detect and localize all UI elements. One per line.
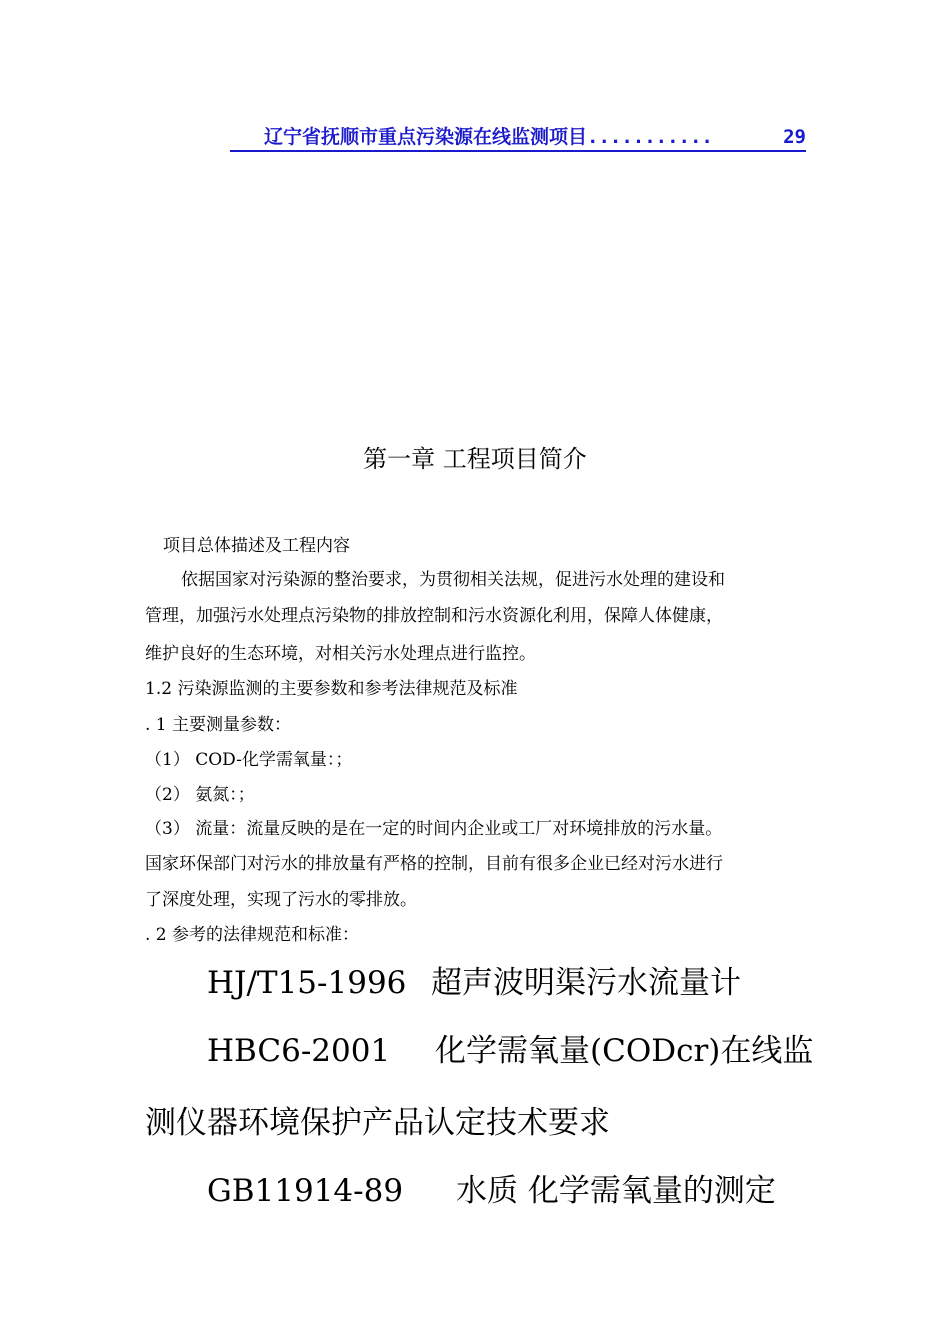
intro-paragraph-line-3: 维护良好的生态环境，对相关污水处理点进行监控。 bbox=[145, 644, 536, 664]
standard-item-continuation bbox=[145, 1102, 610, 1144]
toc-entry-title: 辽宁省抚顺市重点污染源在线监测项目........... bbox=[264, 126, 713, 148]
chapter-title: 第一章 工程项目简介 bbox=[363, 445, 587, 473]
intro-paragraph-line-2: 管理，加强污水处理点污染物的排放控制和污水资源化利用，保障人体健康， bbox=[145, 606, 723, 626]
standard-item bbox=[207, 1030, 813, 1072]
toc-link[interactable] bbox=[230, 124, 806, 152]
standard-code: HJ/T15-1996 bbox=[207, 965, 407, 1001]
flow-description-line-2: 了深度处理，实现了污水的零排放。 bbox=[145, 890, 417, 910]
flow-description-line-1: 国家环保部门对污水的排放量有严格的控制，目前有很多企业已经对污水进行 bbox=[145, 854, 723, 874]
standard-item bbox=[207, 962, 741, 1004]
intro-paragraph-line-1: 依据国家对污染源的整治要求，为贯彻相关法规，促进污水处理的建设和 bbox=[181, 570, 725, 590]
standard-title: 化学需氧量(CODcr)在线监 bbox=[435, 1033, 814, 1069]
standard-item bbox=[207, 1170, 776, 1212]
standard-code: HBC6-2001 bbox=[207, 1033, 391, 1069]
standard-title: 超声波明渠污水流量计 bbox=[431, 965, 741, 1001]
toc-entry-page-number: 29 bbox=[783, 126, 806, 148]
subsection-main-parameters: . 1 主要测量参数： bbox=[145, 715, 292, 735]
standard-code: GB11914-89 bbox=[207, 1173, 404, 1209]
param-item-cod: （1） COD-化学需氧量：； bbox=[145, 750, 353, 770]
subsection-reference-standards: . 2 参考的法律规范和标准： bbox=[145, 925, 360, 945]
param-item-flow: （3） 流量：流量反映的是在一定的时间内企业或工厂对环境排放的污水量。 bbox=[145, 819, 723, 839]
section-1-2-heading: 1.2 污染源监测的主要参数和参考法律规范及标准 bbox=[145, 679, 518, 699]
param-item-ammonia: （2） 氨氮：； bbox=[145, 785, 255, 805]
standard-title: 水质 化学需氧量的测定 bbox=[456, 1173, 776, 1209]
standard-title: 测仪器环境保护产品认定技术要求 bbox=[145, 1105, 610, 1141]
section-heading: 项目总体描述及工程内容 bbox=[163, 536, 350, 556]
